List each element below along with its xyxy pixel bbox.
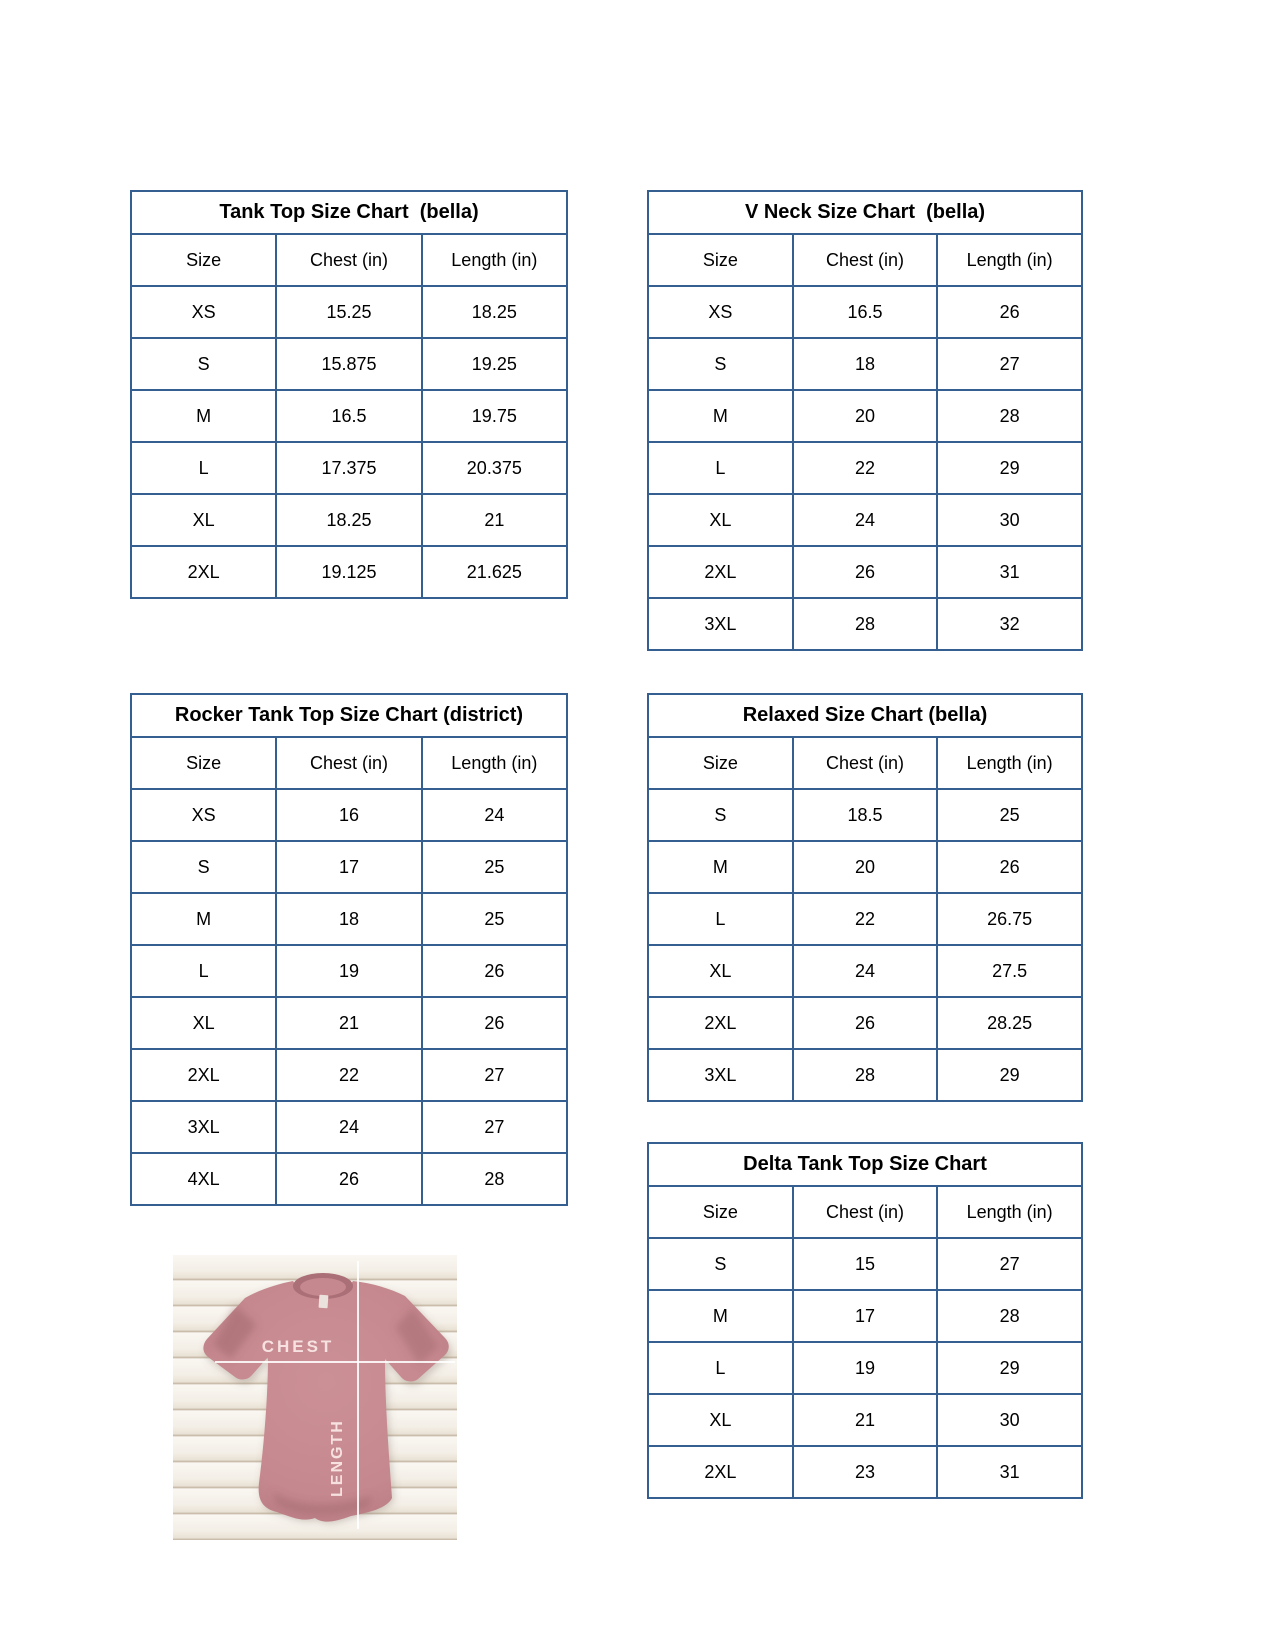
tank-top-size-chart bbox=[130, 190, 568, 599]
size-cell: L bbox=[648, 1342, 793, 1394]
col-header-size: Size bbox=[648, 737, 793, 789]
table-row bbox=[648, 945, 1082, 997]
col-header-size: Size bbox=[648, 1186, 793, 1238]
chest-label: CHEST bbox=[261, 1337, 335, 1356]
col-header-length: Length (in) bbox=[937, 1186, 1082, 1238]
table-row bbox=[131, 945, 567, 997]
size-cell: 4XL bbox=[131, 1153, 276, 1205]
size-cell: S bbox=[648, 338, 793, 390]
chest-cell: 17.375 bbox=[276, 442, 421, 494]
table-row bbox=[131, 893, 567, 945]
col-header-size: Size bbox=[131, 737, 276, 789]
length-cell: 19.75 bbox=[422, 390, 567, 442]
chest-cell: 19.125 bbox=[276, 546, 421, 598]
table-row bbox=[648, 1238, 1082, 1290]
size-cell: 2XL bbox=[131, 546, 276, 598]
length-cell: 27 bbox=[937, 1238, 1082, 1290]
length-cell: 18.25 bbox=[422, 286, 567, 338]
table-title-row bbox=[648, 694, 1082, 737]
table-row bbox=[648, 546, 1082, 598]
size-cell: S bbox=[131, 841, 276, 893]
delta-size-table bbox=[647, 1142, 1083, 1499]
size-cell: S bbox=[131, 338, 276, 390]
shirt-measurement-photo bbox=[173, 1255, 457, 1540]
table-row bbox=[648, 789, 1082, 841]
size-cell: XL bbox=[131, 494, 276, 546]
table-title: Rocker Tank Top Size Chart (district) bbox=[131, 694, 567, 737]
length-cell: 29 bbox=[937, 1049, 1082, 1101]
chest-cell: 26 bbox=[793, 997, 938, 1049]
size-cell: L bbox=[648, 442, 793, 494]
size-cell: XS bbox=[131, 286, 276, 338]
size-cell: XS bbox=[131, 789, 276, 841]
col-header-chest: Chest (in) bbox=[276, 234, 421, 286]
table-row bbox=[648, 893, 1082, 945]
relaxed-size-chart bbox=[647, 693, 1083, 1102]
length-cell: 26.75 bbox=[937, 893, 1082, 945]
chest-cell: 28 bbox=[793, 598, 938, 650]
size-cell: 2XL bbox=[648, 997, 793, 1049]
length-cell: 29 bbox=[937, 442, 1082, 494]
length-measure-line bbox=[357, 1261, 359, 1529]
chest-cell: 22 bbox=[276, 1049, 421, 1101]
chest-cell: 20 bbox=[793, 841, 938, 893]
size-cell: M bbox=[648, 1290, 793, 1342]
chest-cell: 24 bbox=[793, 494, 938, 546]
relaxed-size-table bbox=[647, 693, 1083, 1102]
chest-measure-line bbox=[215, 1361, 455, 1363]
length-cell: 25 bbox=[422, 893, 567, 945]
col-header-chest: Chest (in) bbox=[793, 1186, 938, 1238]
chest-cell: 16.5 bbox=[793, 286, 938, 338]
chest-cell: 18.25 bbox=[276, 494, 421, 546]
table-row bbox=[648, 841, 1082, 893]
size-cell: 3XL bbox=[131, 1101, 276, 1153]
chest-cell: 15 bbox=[793, 1238, 938, 1290]
chest-cell: 20 bbox=[793, 390, 938, 442]
table-row bbox=[131, 1153, 567, 1205]
length-cell: 31 bbox=[937, 546, 1082, 598]
table-row bbox=[131, 338, 567, 390]
table-title: Delta Tank Top Size Chart bbox=[648, 1143, 1082, 1186]
chest-cell: 18.5 bbox=[793, 789, 938, 841]
tank-top-size-table bbox=[130, 190, 568, 599]
table-header-row bbox=[648, 234, 1082, 286]
rocker-tank-top-size-chart bbox=[130, 693, 568, 1206]
chest-cell: 26 bbox=[793, 546, 938, 598]
table-row bbox=[648, 338, 1082, 390]
size-cell: 3XL bbox=[648, 598, 793, 650]
chest-cell: 16 bbox=[276, 789, 421, 841]
size-cell: S bbox=[648, 1238, 793, 1290]
length-cell: 26 bbox=[422, 997, 567, 1049]
table-row bbox=[131, 546, 567, 598]
length-cell: 30 bbox=[937, 1394, 1082, 1446]
v-neck-size-table bbox=[647, 190, 1083, 651]
size-cell: L bbox=[131, 945, 276, 997]
table-row bbox=[648, 1049, 1082, 1101]
size-cell: M bbox=[648, 841, 793, 893]
chest-cell: 26 bbox=[276, 1153, 421, 1205]
size-cell: XL bbox=[648, 1394, 793, 1446]
length-cell: 25 bbox=[937, 789, 1082, 841]
table-title: Tank Top Size Chart (bella) bbox=[131, 191, 567, 234]
size-cell: 2XL bbox=[131, 1049, 276, 1101]
tee-shirt-illustration bbox=[173, 1255, 457, 1540]
chest-cell: 21 bbox=[793, 1394, 938, 1446]
length-cell: 20.375 bbox=[422, 442, 567, 494]
size-cell: XS bbox=[648, 286, 793, 338]
length-cell: 28 bbox=[422, 1153, 567, 1205]
size-cell: L bbox=[648, 893, 793, 945]
table-row bbox=[648, 1446, 1082, 1498]
size-cell: S bbox=[648, 789, 793, 841]
table-row bbox=[131, 841, 567, 893]
length-cell: 26 bbox=[937, 841, 1082, 893]
table-title-row bbox=[648, 191, 1082, 234]
col-header-length: Length (in) bbox=[937, 737, 1082, 789]
chest-cell: 18 bbox=[793, 338, 938, 390]
chest-cell: 28 bbox=[793, 1049, 938, 1101]
col-header-length: Length (in) bbox=[937, 234, 1082, 286]
chest-cell: 18 bbox=[276, 893, 421, 945]
col-header-length: Length (in) bbox=[422, 737, 567, 789]
length-cell: 21 bbox=[422, 494, 567, 546]
chest-cell: 24 bbox=[276, 1101, 421, 1153]
size-cell: 2XL bbox=[648, 1446, 793, 1498]
col-header-length: Length (in) bbox=[422, 234, 567, 286]
table-header-row bbox=[648, 1186, 1082, 1238]
table-row bbox=[648, 1290, 1082, 1342]
table-title-row bbox=[648, 1143, 1082, 1186]
table-header-row bbox=[648, 737, 1082, 789]
table-title: Relaxed Size Chart (bella) bbox=[648, 694, 1082, 737]
chest-cell: 23 bbox=[793, 1446, 938, 1498]
chest-cell: 21 bbox=[276, 997, 421, 1049]
col-header-chest: Chest (in) bbox=[793, 234, 938, 286]
size-cell: 3XL bbox=[648, 1049, 793, 1101]
table-row bbox=[131, 789, 567, 841]
col-header-size: Size bbox=[131, 234, 276, 286]
chest-cell: 19 bbox=[276, 945, 421, 997]
length-cell: 28 bbox=[937, 390, 1082, 442]
length-cell: 32 bbox=[937, 598, 1082, 650]
table-title-row bbox=[131, 191, 567, 234]
length-cell: 28.25 bbox=[937, 997, 1082, 1049]
table-row bbox=[648, 598, 1082, 650]
table-row bbox=[648, 286, 1082, 338]
rocker-size-table bbox=[130, 693, 568, 1206]
length-cell: 19.25 bbox=[422, 338, 567, 390]
table-row bbox=[131, 1049, 567, 1101]
chest-cell: 17 bbox=[793, 1290, 938, 1342]
size-cell: M bbox=[648, 390, 793, 442]
v-neck-size-chart bbox=[647, 190, 1083, 651]
table-header-row bbox=[131, 234, 567, 286]
table-row bbox=[131, 997, 567, 1049]
length-cell: 30 bbox=[937, 494, 1082, 546]
table-row bbox=[648, 1342, 1082, 1394]
size-cell: XL bbox=[131, 997, 276, 1049]
table-row bbox=[131, 1101, 567, 1153]
table-row bbox=[648, 997, 1082, 1049]
length-cell: 21.625 bbox=[422, 546, 567, 598]
size-cell: 2XL bbox=[648, 546, 793, 598]
chest-cell: 15.875 bbox=[276, 338, 421, 390]
table-row bbox=[648, 494, 1082, 546]
chest-cell: 22 bbox=[793, 442, 938, 494]
size-cell: XL bbox=[648, 494, 793, 546]
length-cell: 27 bbox=[422, 1101, 567, 1153]
col-header-chest: Chest (in) bbox=[276, 737, 421, 789]
table-row bbox=[648, 390, 1082, 442]
size-cell: M bbox=[131, 893, 276, 945]
col-header-size: Size bbox=[648, 234, 793, 286]
length-cell: 28 bbox=[937, 1290, 1082, 1342]
chest-cell: 15.25 bbox=[276, 286, 421, 338]
table-row bbox=[131, 442, 567, 494]
table-title: V Neck Size Chart (bella) bbox=[648, 191, 1082, 234]
size-cell: M bbox=[131, 390, 276, 442]
table-header-row bbox=[131, 737, 567, 789]
chest-cell: 17 bbox=[276, 841, 421, 893]
col-header-chest: Chest (in) bbox=[793, 737, 938, 789]
delta-tank-top-size-chart bbox=[647, 1142, 1083, 1499]
chest-cell: 19 bbox=[793, 1342, 938, 1394]
table-row bbox=[648, 442, 1082, 494]
table-row bbox=[131, 494, 567, 546]
table-row bbox=[648, 1394, 1082, 1446]
length-label: LENGTH bbox=[329, 1419, 346, 1497]
length-cell: 29 bbox=[937, 1342, 1082, 1394]
size-cell: XL bbox=[648, 945, 793, 997]
length-cell: 31 bbox=[937, 1446, 1082, 1498]
length-cell: 26 bbox=[937, 286, 1082, 338]
length-cell: 27 bbox=[937, 338, 1082, 390]
table-title-row bbox=[131, 694, 567, 737]
length-cell: 27.5 bbox=[937, 945, 1082, 997]
chest-cell: 16.5 bbox=[276, 390, 421, 442]
size-cell: L bbox=[131, 442, 276, 494]
table-row bbox=[131, 286, 567, 338]
length-cell: 27 bbox=[422, 1049, 567, 1101]
length-cell: 26 bbox=[422, 945, 567, 997]
length-cell: 24 bbox=[422, 789, 567, 841]
length-cell: 25 bbox=[422, 841, 567, 893]
table-row bbox=[131, 390, 567, 442]
chest-cell: 24 bbox=[793, 945, 938, 997]
chest-cell: 22 bbox=[793, 893, 938, 945]
